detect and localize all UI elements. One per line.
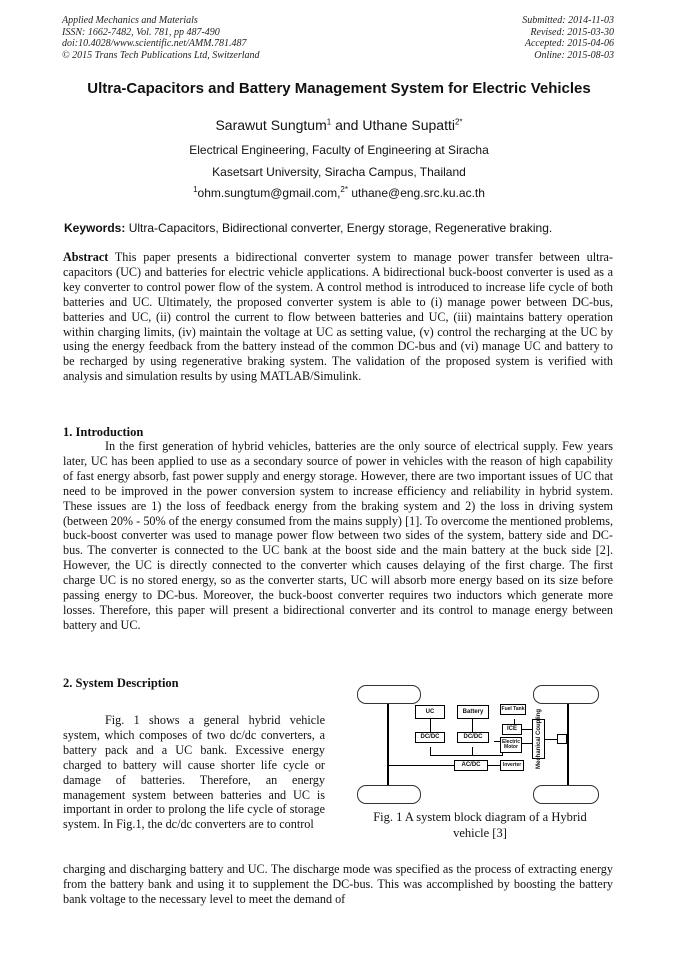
keywords <box>64 221 552 235</box>
keywords-label: Keywords: <box>64 221 126 235</box>
acdc-to-inverter-line <box>488 765 500 766</box>
system-description-column-text: Fig. 1 shows a general hybrid vehicle system, which composes of two dc/dc converters, a battery pack and a UC bank. Excessive energy charged to battery will cause shorter life cycle or damage of batteries. Therefore, an energy management system between batteries and UC is important in order to prolong the life cycle of storage system. In Fig.1, the dc/dc converters are to control <box>63 713 325 832</box>
wheel-rear-right <box>533 785 599 804</box>
ice-block: ICE <box>502 724 522 735</box>
email-1[interactable]: ohm.sungtum@gmail.com, <box>197 186 341 200</box>
inverter-block: Inverter <box>500 760 524 771</box>
journal-name: Applied Mechanics and Materials <box>62 15 198 26</box>
author-2-sup: 2* <box>454 117 463 127</box>
link-dcdc2-bus <box>472 747 473 755</box>
affiliation-line-1: Electrical Engineering, Faculty of Engineering at Siracha <box>189 143 489 157</box>
section-heading-introduction: 1. Introduction <box>63 425 144 439</box>
author-1: Sarawut Sungtum <box>215 117 327 133</box>
gear-box-square <box>557 734 567 744</box>
mechanical-coupling-block <box>532 708 545 770</box>
paper-title: Ultra-Capacitors and Battery Management System for Electric Vehicles <box>87 80 591 97</box>
date-revised: Revised: 2015-03-30 <box>530 26 614 38</box>
author-conjunction: and <box>335 117 359 133</box>
mechanical-coupling-label: Mechanical Coupling <box>535 708 542 770</box>
dcdc-converter-uc-block: DC/DC <box>415 732 445 743</box>
journal-issn: ISSN: 1662-7482, Vol. 781, pp 487-490 <box>62 26 220 38</box>
axle-to-acdc-line <box>389 765 454 766</box>
electric-motor-block: Electric Motor <box>500 737 522 753</box>
introduction-paragraph: In the first generation of hybrid vehicles, batteries are the only source of electrical supply. Few years later, UC has been applied to use as a secondary source of power in vehicles with the reason of high capability of fast energy absorb, fast power supply and energy storage. However, there are two important issues of UC that need to be improved in the power conversion system to increase efficiency and reliability in hybrid system. These issues are 1) the loss of feedback energy from the braking system and 2) the loss in driving system (between 20% - 50% of the energy consumed from the mains supply) [1]. To overcome the mentioned problems, buck-boost converter was used to manage power flow between two sides of the system, battery side and DC-bus. The converter is connected to the UC bank at the boost side and the main battery at the buck side [2]. However, the UC is directly connected to the converter which causes delaying of the first charge. The first charge UC is no stored energy, so as the converter starts, UC will absorb more energy based on its size before passing energy to DC-bus. Moreover, the buck-boost converter requires two inductors which generate more losses. Therefore, this paper will present a bidirectional converter and its control to manage energy between battery and UC. <box>63 439 613 632</box>
uc-block: UC <box>415 705 445 719</box>
journal-copyright: © 2015 Trans Tech Publications Ltd, Switzerland <box>62 49 260 61</box>
abstract <box>63 250 613 384</box>
figure-1-caption <box>347 809 613 841</box>
ice-to-coupling-line <box>522 729 532 730</box>
figure-1-caption-line-1: Fig. 1 A system block diagram of a Hybrid <box>373 810 587 824</box>
battery-block: Battery <box>457 705 489 719</box>
email-2[interactable]: uthane@eng.src.ku.ac.th <box>351 186 485 200</box>
date-accepted: Accepted: 2015-04-06 <box>524 38 614 50</box>
figure-1-caption-line-2: vehicle [3] <box>453 826 507 840</box>
motor-to-coupling-line <box>522 743 532 744</box>
section-heading-system-description: 2. System Description <box>63 676 179 690</box>
email-2-sup: 2* <box>340 185 348 194</box>
system-description-continued-text: charging and discharging battery and UC. The discharge mode was specified as the process of extracting energy from the battery bank and using it to supplement the DC-bus. This was accomplished by boosting the battery bank voltage to the necessary level to meet the demand of <box>63 862 613 906</box>
email-line <box>40 186 638 200</box>
date-online: Online: 2015-08-03 <box>534 49 614 61</box>
author-2: Uthane Supatti <box>362 117 455 133</box>
link-dcdc1-bus <box>430 747 431 755</box>
wheel-rear-left <box>357 785 421 804</box>
left-axle <box>387 704 389 785</box>
right-axle <box>567 704 569 785</box>
fuel-tank-block: Fuel Tank <box>500 704 526 715</box>
figure-1-block-diagram <box>347 685 613 815</box>
wheel-front-right <box>533 685 599 704</box>
journal-header-right <box>522 15 614 61</box>
wheel-front-left <box>357 685 421 704</box>
abstract-text: This paper presents a bidirectional converter system to manage power transfer between ultra-capacitors (UC) and batteries for electric vehicle applications. A bidirectional buck-boost converter is used as a key converter to control power flow of the system. A control method is introduced to increase life cycle of both batteries and UC. Ultimately, the proposed converter system is able to (i) manage power between DC-bus, batteries and UC, (ii) control the current to flow between batteries and UC, (iii) maintains battery operation within charging limits, (iv) maintain the voltage at UC as setting value, (v) control the recharging at the UC by using the energy feedback from the battery instead of the common DC-bus and (vi) manage UC and battery to be recharged by using regenerative braking system. The validation of the proposed system is verified with analysis and simulation results by using MATLAB/Simulink. <box>63 250 613 384</box>
dc-bus-line <box>430 755 502 756</box>
keywords-text: Ultra-Capacitors, Bidirectional converter, Energy storage, Regenerative braking. <box>128 221 553 235</box>
journal-doi: doi:10.4028/www.scientific.net/AMM.781.487 <box>62 38 247 50</box>
affiliation-line-2: Kasetsart University, Siracha Campus, Thailand <box>212 165 466 179</box>
acdc-converter-block: AC/DC <box>454 760 488 771</box>
journal-header-left <box>62 15 260 61</box>
abstract-label: Abstract <box>63 250 109 264</box>
date-submitted: Submitted: 2014-11-03 <box>522 15 614 26</box>
author-line <box>40 117 638 133</box>
email-1-sup: 1 <box>193 185 198 194</box>
dcdc-converter-battery-block: DC/DC <box>457 732 489 743</box>
author-1-sup: 1 <box>326 117 332 127</box>
